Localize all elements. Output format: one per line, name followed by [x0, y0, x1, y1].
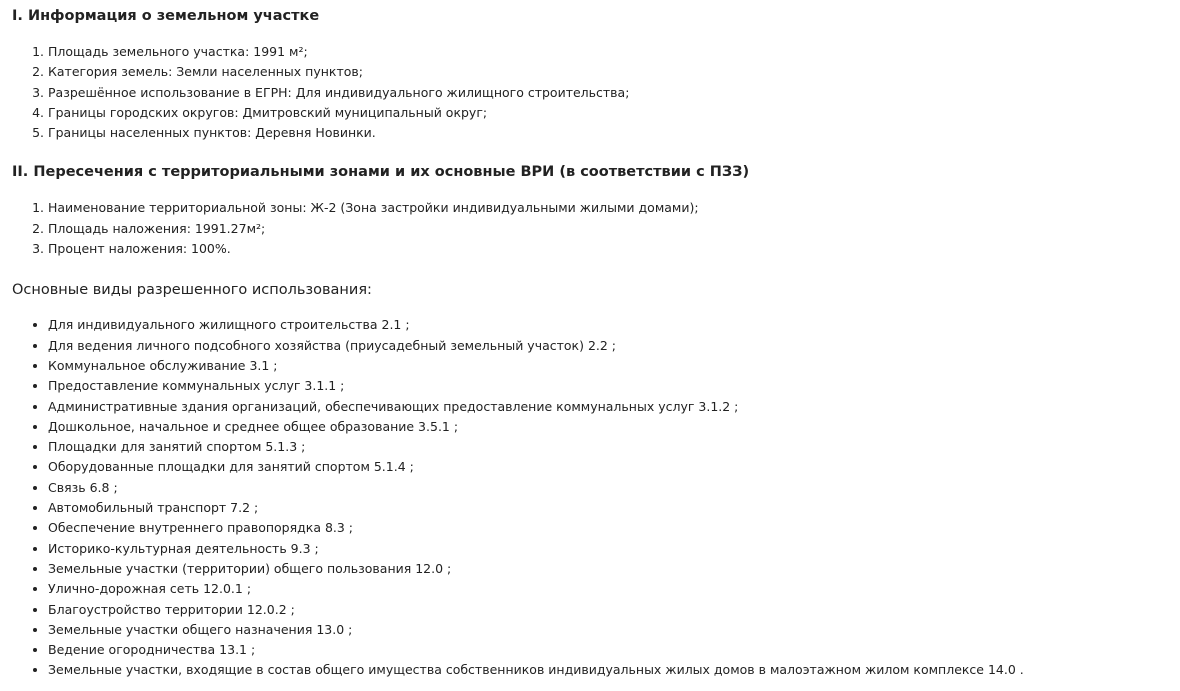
list-item: • Автомобильный транспорт 7.2 ; [48, 498, 1172, 518]
list-item: • Связь 6.8 ; [48, 478, 1172, 498]
list-item: • Для ведения личного подсобного хозяйства (приусадебный земельный участок) 2.2 ; [48, 336, 1172, 356]
land-info-list [12, 42, 1172, 143]
list-item: • Обеспечение внутреннего правопорядка 8.3 ; [48, 518, 1172, 538]
list-item: • Благоустройство территории 12.0.2 ; [48, 600, 1172, 620]
list-item: • Коммунальное обслуживание 3.1 ; [48, 356, 1172, 376]
list-item: • Оборудованные площадки для занятий спортом 5.1.4 ; [48, 457, 1172, 477]
list-item: • Улично-дорожная сеть 12.0.1 ; [48, 579, 1172, 599]
zone-intersections-list [12, 198, 1172, 259]
section-title-permitted-uses: Основные виды разрешенного использования: [12, 282, 372, 299]
list-item: 5. Границы населенных пунктов: Деревня Новинки. [48, 123, 1172, 143]
list-item: • Земельные участки, входящие в состав общего имущества собственников индивидуальных жилых домов в малоэтажном жилом комплексе 14.0 . [48, 660, 1172, 680]
list-item: 1. Площадь земельного участка: 1991 м²; [48, 42, 1172, 62]
list-item: • Земельные участки (территории) общего пользования 12.0 ; [48, 559, 1172, 579]
list-item: 3. Процент наложения: 100%. [48, 239, 1172, 259]
list-item: • Дошкольное, начальное и среднее общее образование 3.5.1 ; [48, 417, 1172, 437]
list-item: • Для индивидуального жилищного строительства 2.1 ; [48, 315, 1172, 335]
list-item: 2. Площадь наложения: 1991.27м²; [48, 219, 1172, 239]
list-item: 1. Наименование территориальной зоны: Ж-2 (Зона застройки индивидуальными жилыми домами); [48, 198, 1172, 218]
list-item: • Площадки для занятий спортом 5.1.3 ; [48, 437, 1172, 457]
list-item: 2. Категория земель: Земли населенных пунктов; [48, 62, 1172, 82]
list-item: 3. Разрешённое использование в ЕГРН: Для индивидуального жилищного строительства; [48, 83, 1172, 103]
section-title-zone-intersections: II. Пересечения с территориальными зонами и их основные ВРИ (в соответствии с ПЗЗ) [12, 164, 750, 181]
list-item: • Ведение огородничества 13.1 ; [48, 640, 1172, 660]
list-item: • Административные здания организаций, обеспечивающих предоставление коммунальных услуг 3.1.2 ; [48, 397, 1172, 417]
list-item: • Земельные участки общего назначения 13.0 ; [48, 620, 1172, 640]
permitted-uses-list [12, 315, 1172, 680]
section-title-land-info: I. Информация о земельном участке [12, 8, 320, 24]
list-item: 4. Границы городских округов: Дмитровский муниципальный округ; [48, 103, 1172, 123]
list-item: • Историко-культурная деятельность 9.3 ; [48, 539, 1172, 559]
list-item: • Предоставление коммунальных услуг 3.1.1 ; [48, 376, 1172, 396]
document-body [12, 5, 1172, 681]
